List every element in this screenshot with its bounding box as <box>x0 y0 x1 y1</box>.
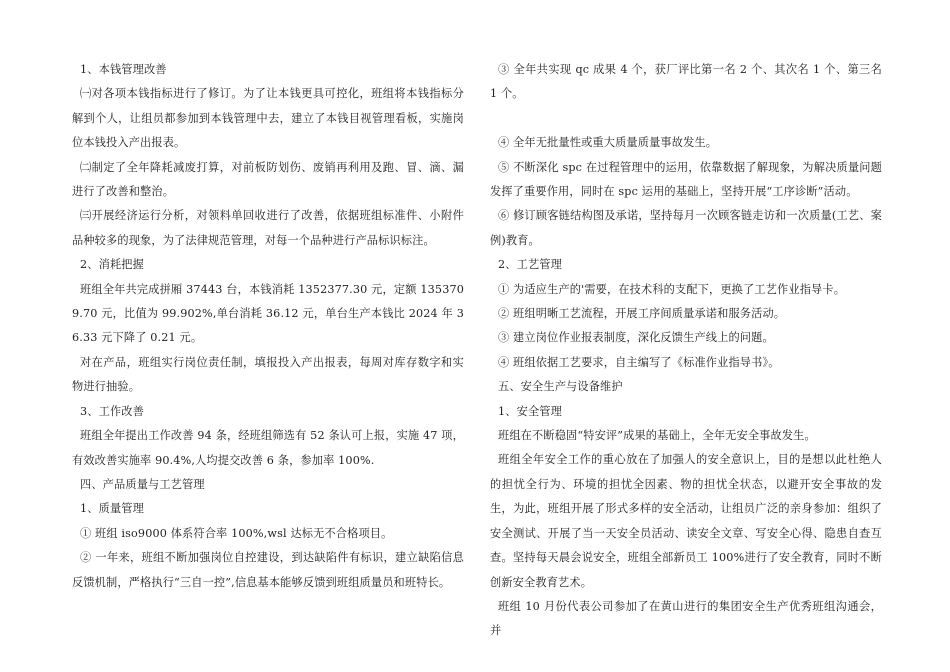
left-column <box>72 58 464 595</box>
list-item: ③ 建立岗位作业报表制度，深化反馈生产线上的问题。 <box>498 331 774 345</box>
list-item: ③ 全年共实现 qc 成果 4 个，获厂评比第一名 2 个、其次名 1 个、第三名 1 个。 <box>490 63 882 101</box>
heading-process-management: 2、工艺管理 <box>498 258 562 272</box>
right-column <box>490 58 882 644</box>
paragraph: 班组全年提出工作改善 94 条，经班组筛选有 52 条认可上报，实施 47 项，有效改善实施率 90.4%,人均提交改善 6 条，参加率 100%. <box>72 429 464 467</box>
paragraph: 班组全年安全工作的重心放在了加强人的安全意识上，目的是想以此杜绝人的担忧全行为、环境的担忧全因素、物的担忧全状态，以避开安全事故的发生，为此，班组开展了形式多样的安全活动，让组员广泛的亲身参加：组织了安全测试、开展了当一天安全员活动、读安全文章、写安全心得、隐患自查互查。坚持每天晨会说安全，班组全部新员工 100%进行了安全教育，同时不断创新安全教育艺术。 <box>490 453 882 589</box>
paragraph: 班组全年共完成拼厢 37443 台，本钱消耗 1352377.30 元，定额 1353709.70 元，比值为 99.902%,单台消耗 36.12 元，单台生产本钱比 2024 年 36.33 元下降了 0.21 元。 <box>72 282 464 345</box>
heading-consumption-control: 2、消耗把握 <box>80 258 144 272</box>
list-item: ④ 班组依据工艺要求，自主编写了《标准作业指导书》。 <box>498 355 780 369</box>
heading-work-improvement: 3、工作改善 <box>80 404 144 418</box>
section-heading-safety: 五、安全生产与设备维护 <box>498 380 623 394</box>
paragraph: 班组 10 月份代表公司参加了在黄山进行的集团安全生产优秀班组沟通会，并 <box>490 599 882 638</box>
list-item: ④ 全年无批量性或重大质量质量事故发生。 <box>498 136 718 150</box>
list-item: ⑥ 修订顾客链结构图及承诺，坚持每月一次顾客链走访和一次质量(工艺、案例)教育。 <box>490 209 882 247</box>
list-item: ① 为适应生产的'需要，在技术科的支配下，更换了工艺作业指导卡。 <box>498 282 846 296</box>
list-item: ① 班组 iso9000 体系符合率 100%,wsl 达标无不合格项目。 <box>80 526 393 540</box>
heading-safety-management: 1、安全管理 <box>498 404 562 418</box>
heading-cost-management: 1、本钱管理改善 <box>80 63 167 76</box>
paragraph: ㈢开展经济运行分析，对领料单回收进行了改善，依据班组标准件、小附件品种较多的现象，为了法律规范管理，对每一个品种进行产品标识标注。 <box>72 209 464 247</box>
section-heading-quality: 四、产品质量与工艺管理 <box>80 477 205 491</box>
heading-quality-management: 1、质量管理 <box>80 502 144 516</box>
paragraph: ㈠对各项本钱指标进行了修订。为了让本钱更具可控化，班组将本钱指标分解到个人，让组员都参加到本钱管理中去，建立了本钱目视管理看板，实施岗位本钱投入产出报表。 <box>72 87 464 150</box>
list-item: ② 一年来，班组不断加强岗位自控建设，到达缺陷件有标识，建立缺陷信息反馈机制，严格执行“三自一控”,信息基本能够反馈到班组质量员和班特长。 <box>72 551 464 589</box>
paragraph: 对在产品，班组实行岗位责任制，填报投入产出报表，每周对库存数字和实物进行抽验。 <box>72 355 464 394</box>
list-item: ② 班组明晰工艺流程，开展工序间质量承诺和服务活动。 <box>498 307 786 321</box>
list-item: ⑤ 不断深化 spc 在过程管理中的运用，依靠数据了解现象，为解决质量问题发挥了重要作用，同时在 spc 运用的基础上，坚持开展“工序诊断”活动。 <box>490 160 882 199</box>
paragraph: ㈡制定了全年降耗减废打算，对前板防划伤、废销再利用及跑、冒、滴、漏进行了改善和整治。 <box>72 160 464 199</box>
blank-line <box>490 107 882 131</box>
paragraph: 班组在不断稳固“特安评”成果的基础上，全年无安全事故发生。 <box>498 429 816 443</box>
